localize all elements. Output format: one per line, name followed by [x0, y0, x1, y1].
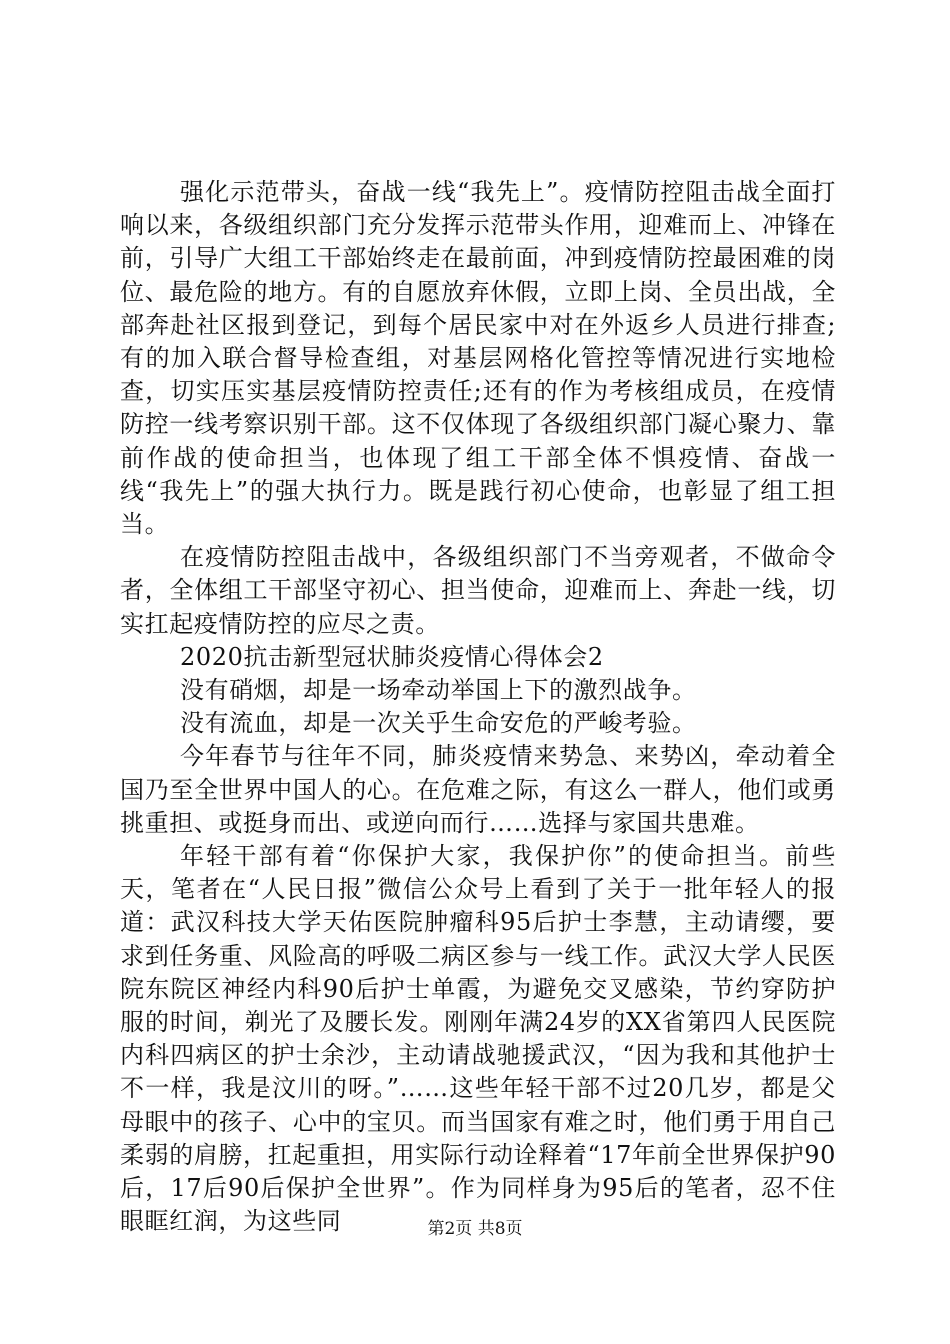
paragraph-2: 在疫情防控阻击战中，各级组织部门不当旁观者，不做命令者，全体组工干部坚守初心、担当使命，迎难而上、奔赴一线，切实扛起疫情防控的应尽之责。 — [120, 543, 836, 638]
paragraph-4: 没有流血，却是一次关乎生命安危的严峻考验。 — [180, 709, 697, 738]
section-heading: 2020抗击新型冠状肺炎疫情心得体会2 — [180, 642, 604, 671]
document-body — [120, 176, 836, 1239]
paragraph-6: 年轻干部有着“你保护大家，我保护你”的使命担当。前些天，笔者在“人民日报”微信公众号上看到了关于一批年轻人的报道：武汉科技大学天佑医院肿瘤科95后护士李慧，主动请缨，要求到任务重、风险高的呼吸二病区参与一线工作。武汉大学人民医院东院区神经内科90后护士单霞，为避免交叉感染，节约穿防护服的时间，剃光了及腰长发。刚刚年满24岁的XX省第四人民医院内科四病区的护士余沙，主动请战驰援武汉，“因为我和其他护士不一样，我是汶川的呀。”……这些年轻干部不过20几岁，都是父母眼中的孩子、心中的宝贝。而当国家有难之时，他们勇于用自己柔弱的肩膀，扛起重担，用实际行动诠释着“17年前全世界保护90后，17后90后保护全世界”。作为同样身为95后的笔者，忍不住眼眶红润，为这些同 — [120, 842, 836, 1236]
page-number-label: 第2页 共8页 — [427, 1219, 523, 1239]
paragraph-1: 强化示范带头，奋战一线“我先上”。疫情防控阻击战全面打响以来，各级组织部门充分发挥示范带头作用，迎难而上、冲锋在前，引导广大组工干部始终走在最前面，冲到疫情防控最困难的岗位、最危险的地方。有的自愿放弃休假，立即上岗、全员出战，全部奔赴社区报到登记，到每个居民家中对在外返乡人员进行排查;有的加入联合督导检查组，对基层网格化管控等情况进行实地检查，切实压实基层疫情防控责任;还有的作为考核组成员，在疫情防控一线考察识别干部。这不仅体现了各级组织部门凝心聚力、靠前作战的使命担当，也体现了组工干部全体不惧疫情、奋战一线“我先上”的强大执行力。既是践行初心使命，也彰显了组工担当。 — [120, 178, 836, 539]
page-footer — [0, 1217, 950, 1241]
paragraph-5: 今年春节与往年不同，肺炎疫情来势急、来势凶，牵动着全国乃至全世界中国人的心。在危难之际，有这么一群人，他们或勇挑重担、或挺身而出、或逆向而行……选择与家国共患难。 — [120, 742, 836, 837]
paragraph-3: 没有硝烟，却是一场牵动举国上下的激烈战争。 — [180, 676, 697, 705]
